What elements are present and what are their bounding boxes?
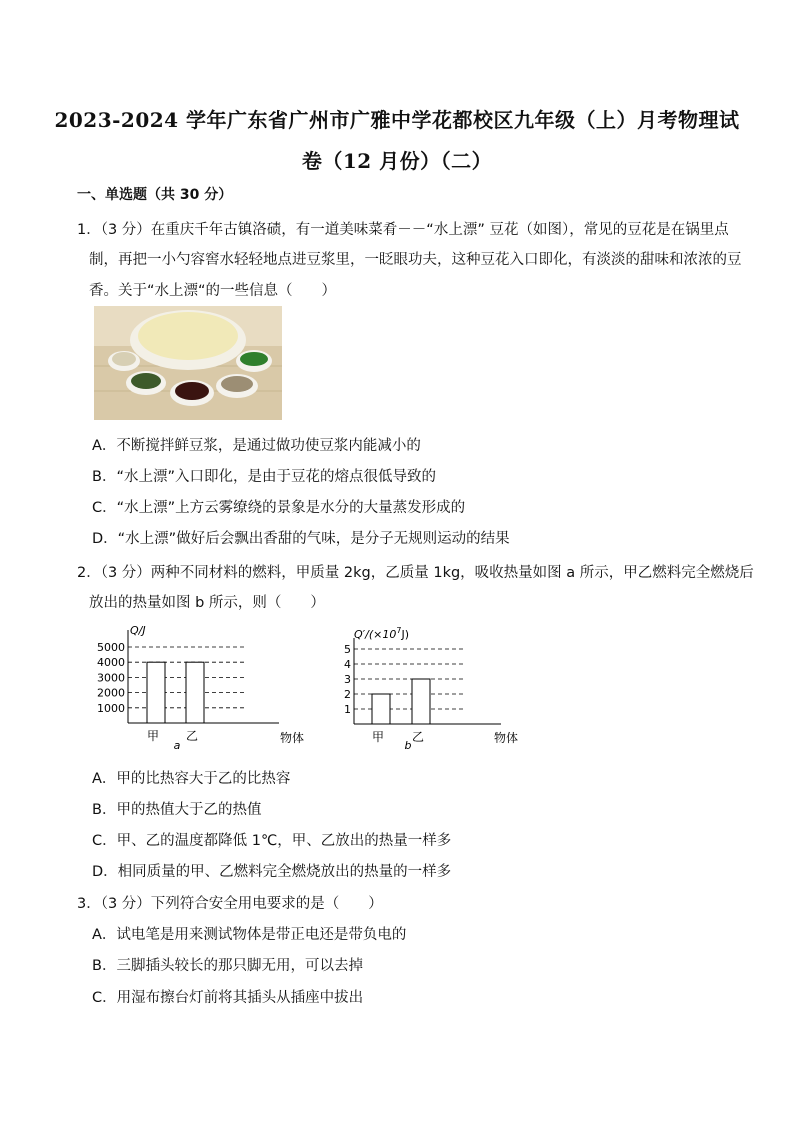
q2-option-a: A．甲的比热容大于乙的比热容 — [92, 771, 291, 787]
chartA-bar — [186, 662, 204, 723]
chart-b-category-label: 乙 — [411, 730, 425, 744]
chart-b-y-label-main: Q′/(×10 — [354, 628, 397, 641]
chart-b-caption: b — [404, 739, 412, 752]
chartB-tick-label: 3 — [344, 673, 351, 686]
section-heading: 一、单选题（共 30 分） — [77, 187, 233, 203]
q1-text-line: 制，再把一小勺容窖水轻轻地点进豆浆里，一眨眼功夫，这种豆花入口即化，有淡淡的甜味和浓浓的豆 — [89, 252, 742, 268]
chart-b-category-label: 甲 — [371, 730, 385, 744]
page-title-line-2: 卷（12 月份）（二） — [301, 149, 493, 173]
q3-option-c: C．用湿布擦台灯前将其插头从插座中拔出 — [92, 990, 364, 1006]
chartB-bar — [372, 694, 390, 724]
q3-text-line: 3．（3 分）下列符合安全用电要求的是（ ） — [77, 896, 383, 912]
chartB-tick-label: 2 — [344, 688, 351, 701]
chartB-tick-label: 4 — [344, 658, 351, 671]
q1-option-b: B．“水上漂”入口即化，是由于豆花的熔点很低导致的 — [92, 469, 436, 485]
chart-a — [94, 620, 304, 752]
chart-b-y-label — [354, 626, 409, 641]
q1-option-d: D．“水上漂”做好后会飘出香甜的气味，是分子无规则运动的结果 — [92, 531, 510, 547]
chart-a-category-label: 甲 — [146, 729, 160, 743]
q1-option-a: A．不断搅拌鲜豆浆，是通过做功使豆浆内能减小的 — [92, 438, 421, 454]
q2-text-line: 2．（3 分）两种不同材料的燃料，甲质量 2kg，乙质量 1kg，吸收热量如图 a 所示，甲乙燃料完全燃烧后 — [77, 565, 754, 581]
chart-b-y-label-tail: J) — [401, 628, 410, 641]
chartA-bar — [147, 662, 165, 723]
tofu-pudding-photo — [94, 306, 282, 420]
chart-a-caption: a — [173, 739, 181, 752]
chart-a-x-label: 物体 — [279, 731, 304, 745]
q2-option-b: B．甲的热值大于乙的热值 — [92, 802, 262, 818]
chartB-bar — [412, 679, 430, 724]
chartA-tick-label: 1000 — [97, 701, 125, 715]
q1-option-c: C．“水上漂”上方云雾缭绕的景象是水分的大量蒸发形成的 — [92, 500, 466, 516]
page-title-line-1: 2023-2024 学年广东省广州市广雅中学花都校区九年级（上）月考物理试 — [54, 108, 740, 132]
q1-text-line: 1．（3 分）在重庆千年古镇洛碛，有一道美味菜肴－－“水上漂” 豆花（如图），常见的豆花是在锅里点 — [77, 222, 729, 238]
q2-text-line: 放出的热量如图 b 所示，则（ ） — [89, 595, 325, 611]
chartB-tick-label: 5 — [344, 643, 351, 656]
q3-option-b: B．三脚插头较长的那只脚无用，可以去掉 — [92, 958, 363, 974]
chart-b-y-label-exp: 7 — [396, 626, 402, 635]
chartA-tick-label: 4000 — [97, 656, 125, 670]
q3-option-a: A．试电笔是用来测试物体是带正电还是带负电的 — [92, 927, 407, 943]
chartB-tick-label: 1 — [344, 703, 351, 716]
chart-a-y-label: Q/J — [130, 624, 146, 637]
chartA-tick-label: 2000 — [97, 686, 125, 700]
q2-option-c: C．甲、乙的温度都降低 1℃，甲、乙放出的热量一样多 — [92, 833, 452, 849]
chart-a-category-label: 乙 — [185, 729, 199, 743]
q2-option-d: D．相同质量的甲、乙燃料完全燃烧放出的热量的一样多 — [92, 864, 452, 880]
q1-text-line: 香。关于“水上漂“的一些信息（ ） — [89, 283, 337, 299]
chart-b-x-label: 物体 — [493, 731, 519, 745]
chartA-tick-label: 5000 — [97, 641, 125, 654]
chart-b — [336, 624, 536, 752]
chartA-tick-label: 3000 — [97, 671, 125, 685]
